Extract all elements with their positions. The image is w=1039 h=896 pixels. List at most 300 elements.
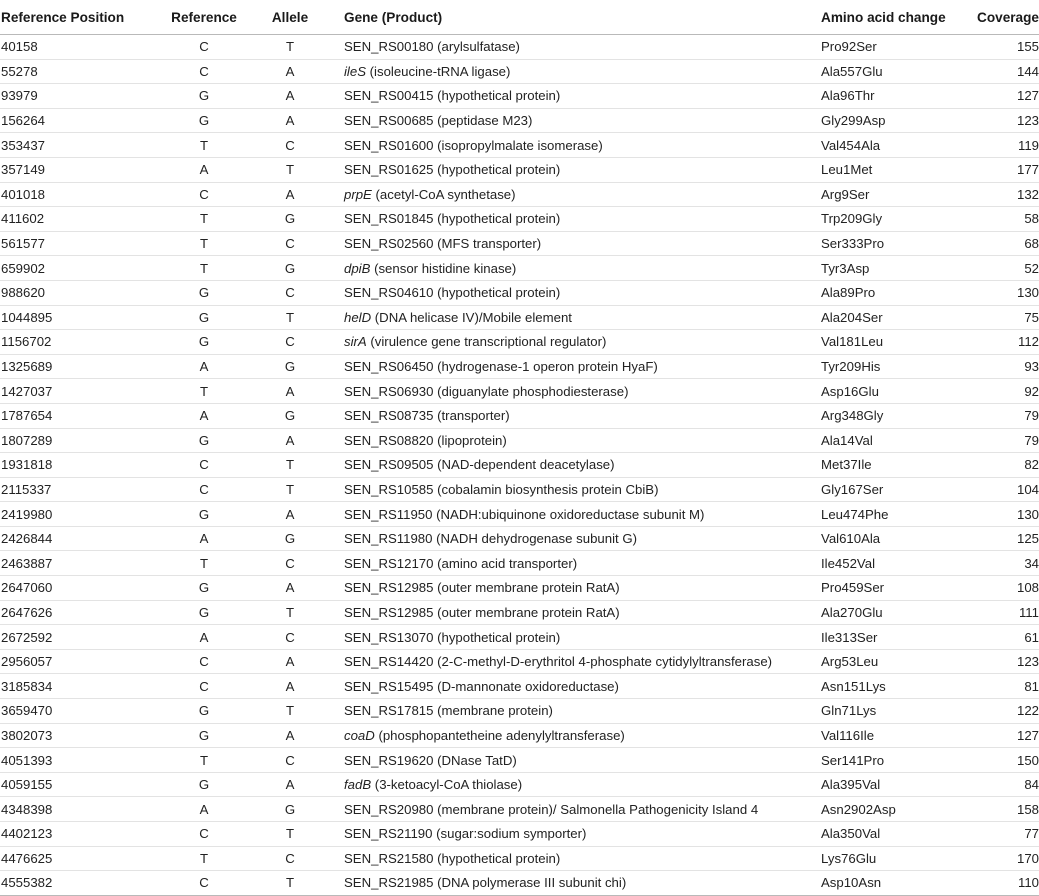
reference-base-cell: C [199,39,209,55]
reference-base-cell: G [198,309,210,325]
allele-cell: T [285,39,295,55]
gene-product: (D-mannonate oxidoreductase) [433,678,619,694]
gene-product-cell [331,35,808,60]
gene-name: SEN_RS12985 [344,604,434,620]
header-row [0,0,1039,35]
gene-product-cell [331,846,808,871]
coverage-cell: 123 [1016,113,1039,129]
reference-position-cell: 2426844 [1,531,53,547]
amino-acid-change-cell: Asp16Glu [821,383,879,399]
gene-product-cell [331,674,808,699]
gene-name: dpiB [344,260,371,276]
table-row [0,551,1039,576]
reference-position-cell: 1931818 [1,457,53,473]
reference-position-cell: 2463887 [1,555,53,571]
gene-product: (MFS transporter) [433,236,542,252]
amino-acid-change-cell: Lys76Glu [821,850,877,866]
gene-product-cell [331,59,808,84]
amino-acid-change-cell: Ala89Pro [821,285,876,301]
gene-product: (cobalamin biosynthesis protein CbiB) [433,481,659,497]
gene-product: (hypothetical protein) [433,162,561,178]
gene-product: (acetyl-CoA synthetase) [371,186,516,202]
reference-base-cell: G [198,580,210,596]
amino-acid-change-cell: Ser333Pro [821,236,885,252]
gene-name: SEN_RS21190 [344,826,433,842]
header-amino-acid-change: Amino acid change [808,0,967,35]
gene-name: SEN_RS12985 [344,580,434,596]
gene-product: (hypothetical protein) [433,88,561,104]
header-allele: Allele [249,0,331,35]
reference-position-cell: 4476625 [1,850,53,866]
reference-base-cell: C [199,875,209,891]
allele-cell: A [285,113,295,129]
coverage-cell: 34 [1024,555,1039,571]
table-row [0,108,1039,133]
amino-acid-change-cell: Leu474Phe [821,506,889,522]
gene-name: SEN_RS15495 [344,678,434,694]
table-row [0,477,1039,502]
coverage-cell: 123 [1016,654,1039,670]
gene-product-cell [331,772,808,797]
amino-acid-change-cell: Tyr3Asp [821,260,870,276]
allele-cell: C [285,334,295,350]
reference-position-cell: 55278 [1,63,38,79]
reference-position-cell: 4051393 [1,752,53,768]
amino-acid-change-cell: Gly167Ser [821,481,884,497]
reference-position-cell: 2956057 [1,654,53,670]
allele-cell: C [285,285,295,301]
gene-product: (3-ketoacyl-CoA thiolase) [371,777,523,793]
allele-cell: A [285,383,295,399]
gene-product: (peptidase M23) [433,113,533,129]
gene-product: (sensor histidine kinase) [370,260,517,276]
reference-position-cell: 2419980 [1,506,53,522]
gene-name: SEN_RS08820 [344,432,434,448]
reference-base-cell: G [198,604,210,620]
gene-name: SEN_RS20980 [344,801,434,817]
header-coverage: Coverage [967,0,1039,35]
gene-name: SEN_RS09505 [344,457,434,473]
gene-product-cell [331,207,808,232]
reference-position-cell: 3802073 [1,727,53,743]
reference-base-cell: C [199,654,209,670]
coverage-cell: 52 [1024,260,1039,276]
gene-product-cell [331,551,808,576]
gene-name: sirA [344,334,367,350]
reference-base-cell: T [199,236,209,252]
table-row [0,133,1039,158]
reference-position-cell: 4059155 [1,777,53,793]
gene-product-cell [331,330,808,355]
reference-base-cell: C [199,826,209,842]
coverage-cell: 127 [1016,727,1039,743]
gene-name: SEN_RS14420 [344,654,434,670]
table-row [0,379,1039,404]
reference-position-cell: 2647626 [1,604,53,620]
allele-cell: T [285,457,295,473]
allele-cell: T [285,604,295,620]
coverage-cell: 112 [1017,334,1039,350]
gene-name: SEN_RS00685 [344,113,434,129]
allele-cell: G [284,260,296,276]
coverage-cell: 130 [1016,506,1039,522]
gene-product-cell [331,797,808,822]
gene-product-cell [331,157,808,182]
gene-name: prpE [344,186,372,202]
amino-acid-change-cell: Val610Ala [821,531,881,547]
header-reference-position: Reference Position [0,0,159,35]
amino-acid-change-cell: Ala96Thr [821,88,875,104]
gene-name: SEN_RS02560 [344,236,434,252]
reference-position-cell: 1044895 [1,309,53,325]
amino-acid-change-cell: Ala557Glu [821,63,883,79]
gene-name: coaD [344,727,375,743]
amino-acid-change-cell: Ala270Glu [821,604,883,620]
allele-cell: A [285,678,295,694]
reference-position-cell: 988620 [1,285,46,301]
table-row [0,846,1039,871]
reference-base-cell: T [199,555,209,571]
amino-acid-change-cell: Ala395Val [821,777,881,793]
allele-cell: A [285,777,295,793]
coverage-cell: 170 [1016,850,1039,866]
amino-acid-change-cell: Val116Ile [821,727,875,743]
amino-acid-change-cell: Asn2902Asp [821,801,896,817]
coverage-cell: 92 [1024,383,1039,399]
coverage-cell: 144 [1016,63,1039,79]
gene-name: SEN_RS00180 [344,39,434,55]
coverage-cell: 77 [1024,826,1039,842]
coverage-cell: 150 [1016,752,1039,768]
table-row [0,772,1039,797]
gene-product: (DNA helicase IV)/Mobile element [371,309,572,325]
table-row [0,502,1039,527]
gene-product-cell [331,699,808,724]
gene-product-cell [331,502,808,527]
gene-name: SEN_RS01625 [344,162,434,178]
table-header [0,0,1039,35]
gene-product: (hypothetical protein) [433,850,561,866]
allele-cell: G [284,531,296,547]
amino-acid-change-cell: Trp209Gly [821,211,883,227]
reference-position-cell: 4402123 [1,826,53,842]
amino-acid-change-cell: Asp10Asn [821,875,882,891]
gene-product-cell [331,526,808,551]
gene-product-cell [331,871,808,896]
reference-base-cell: C [199,186,209,202]
allele-cell: A [285,186,295,202]
reference-base-cell: A [199,801,209,817]
coverage-cell: 119 [1017,137,1039,153]
allele-cell: G [284,359,296,375]
amino-acid-change-cell: Ala204Ser [821,309,883,325]
reference-position-cell: 3185834 [1,678,53,694]
gene-name: SEN_RS01845 [344,211,434,227]
amino-acid-change-cell: Pro459Ser [821,580,885,596]
table-row [0,674,1039,699]
gene-product: (NADH:ubiquinone oxidoreductase subunit M) [432,506,705,522]
table-row [0,354,1039,379]
amino-acid-change-cell: Leu1Met [821,162,873,178]
reference-base-cell: T [199,260,209,276]
gene-product: (isopropylmalate isomerase) [433,137,603,153]
reference-position-cell: 2672592 [1,629,53,645]
coverage-cell: 68 [1024,236,1039,252]
coverage-cell: 75 [1024,309,1039,325]
gene-product: (DNA polymerase III subunit chi) [433,875,627,891]
table-row [0,576,1039,601]
coverage-cell: 104 [1016,481,1039,497]
gene-product: (isoleucine-tRNA ligase) [366,63,511,79]
coverage-cell: 81 [1024,678,1039,694]
coverage-cell: 110 [1017,875,1039,891]
allele-cell: A [285,506,295,522]
reference-position-cell: 3659470 [1,703,53,719]
allele-cell: C [285,850,295,866]
reference-base-cell: G [198,334,210,350]
gene-product-cell [331,649,808,674]
amino-acid-change-cell: Arg348Gly [821,408,884,424]
coverage-cell: 132 [1016,186,1039,202]
reference-position-cell: 411602 [1,211,45,227]
coverage-cell: 158 [1016,801,1039,817]
reference-base-cell: A [199,408,209,424]
coverage-cell: 155 [1016,39,1039,55]
allele-cell: T [285,309,295,325]
allele-cell: C [285,137,295,153]
reference-position-cell: 353437 [1,137,46,153]
amino-acid-change-cell: Ile313Ser [821,629,878,645]
table-row [0,207,1039,232]
table-row [0,748,1039,773]
reference-base-cell: G [198,506,210,522]
gene-product: (amino acid transporter) [433,555,578,571]
table-row [0,35,1039,60]
gene-product: (2-C-methyl-D-erythritol 4-phosphate cytidylyltransferase) [433,654,773,670]
gene-name: SEN_RS00415 [344,88,434,104]
reference-position-cell: 2647060 [1,580,53,596]
table-row [0,822,1039,847]
reference-base-cell: T [199,383,209,399]
reference-position-cell: 561577 [1,236,46,252]
gene-name: SEN_RS06930 [344,383,434,399]
table-row [0,625,1039,650]
table-row [0,157,1039,182]
coverage-cell: 61 [1024,629,1039,645]
reference-position-cell: 4555382 [1,875,53,891]
table-row [0,871,1039,896]
gene-name: SEN_RS08735 [344,408,434,424]
gene-product-cell [331,354,808,379]
gene-product-cell [331,280,808,305]
reference-position-cell: 1427037 [1,383,53,399]
gene-name: SEN_RS13070 [344,629,434,645]
amino-acid-change-cell: Ser141Pro [821,752,885,768]
gene-name: SEN_RS17815 [344,703,434,719]
gene-product: (transporter) [433,408,510,424]
reference-base-cell: A [199,531,209,547]
table-row [0,182,1039,207]
reference-position-cell: 659902 [1,260,46,276]
allele-cell: T [285,481,295,497]
gene-product: (NADH dehydrogenase subunit G) [432,531,637,547]
gene-product: (lipoprotein) [433,432,507,448]
amino-acid-change-cell: Gln71Lys [821,703,877,719]
coverage-cell: 111 [1018,604,1039,620]
gene-product-cell [331,576,808,601]
reference-position-cell: 40158 [1,39,38,55]
gene-product: (outer membrane protein RatA) [433,604,620,620]
table-row [0,231,1039,256]
gene-product: (hydrogenase-1 operon protein HyaF) [433,359,658,375]
gene-name: SEN_RS11980 [344,531,433,547]
gene-product: (hypothetical protein) [433,629,561,645]
reference-base-cell: T [199,752,209,768]
gene-product-cell [331,133,808,158]
gene-product-cell [331,822,808,847]
gene-product-cell [331,748,808,773]
table-row [0,453,1039,478]
gene-product-cell [331,723,808,748]
reference-base-cell: C [199,678,209,694]
gene-product: (hypothetical protein) [433,211,561,227]
coverage-cell: 82 [1024,457,1039,473]
reference-base-cell: G [198,88,210,104]
gene-product-cell [331,403,808,428]
reference-base-cell: G [198,727,210,743]
gene-name: SEN_RS21985 [344,875,434,891]
gene-name: helD [344,309,372,325]
gene-name: SEN_RS10585 [344,481,434,497]
reference-base-cell: T [199,850,209,866]
amino-acid-change-cell: Asn151Lys [821,678,886,694]
gene-product-cell [331,379,808,404]
coverage-cell: 122 [1016,703,1039,719]
gene-product-cell [331,477,808,502]
table-row [0,600,1039,625]
table-row [0,256,1039,281]
reference-base-cell: G [198,703,210,719]
table-row [0,699,1039,724]
allele-cell: A [285,580,295,596]
coverage-cell: 93 [1024,359,1039,375]
allele-cell: G [284,408,296,424]
gene-product: (diguanylate phosphodiesterase) [433,383,629,399]
amino-acid-change-cell: Val454Ala [821,137,881,153]
gene-product-cell [331,256,808,281]
gene-product: (virulence gene transcriptional regulator) [366,334,607,350]
reference-base-cell: G [198,285,210,301]
allele-cell: C [285,236,295,252]
amino-acid-change-cell: Arg9Ser [821,186,870,202]
table-row [0,280,1039,305]
gene-name: SEN_RS01600 [344,137,434,153]
gene-product: (membrane protein)/ Salmonella Pathogenicity Island 4 [433,801,759,817]
gene-product: (NAD-dependent deacetylase) [433,457,615,473]
header-reference: Reference [159,0,249,35]
gene-product: (hypothetical protein) [433,285,561,301]
amino-acid-change-cell: Ala350Val [821,826,881,842]
gene-name: SEN_RS19620 [344,752,434,768]
gene-product-cell [331,182,808,207]
amino-acid-change-cell: Val181Leu [821,334,884,350]
amino-acid-change-cell: Pro92Ser [821,39,877,55]
gene-product: (outer membrane protein RatA) [433,580,620,596]
gene-product: (arylsulfatase) [433,39,520,55]
allele-cell: A [285,63,295,79]
allele-cell: A [285,654,295,670]
gene-name: SEN_RS04610 [344,285,434,301]
amino-acid-change-cell: Ala14Val [821,432,873,448]
allele-cell: G [284,211,296,227]
gene-name: SEN_RS11950 [344,506,433,522]
reference-position-cell: 93979 [1,88,38,104]
reference-position-cell: 1156702 [1,334,52,350]
reference-base-cell: A [199,162,209,178]
allele-cell: A [285,727,295,743]
amino-acid-change-cell: Tyr209His [821,359,881,375]
gene-name: SEN_RS21580 [344,850,434,866]
reference-base-cell: G [198,432,210,448]
gene-product: (membrane protein) [433,703,553,719]
allele-cell: T [285,162,295,178]
table-row [0,649,1039,674]
coverage-cell: 125 [1016,531,1039,547]
table-row [0,330,1039,355]
gene-product-cell [331,625,808,650]
table-row [0,723,1039,748]
gene-product-cell [331,108,808,133]
gene-product: (sugar:sodium symporter) [432,826,587,842]
gene-product: (phosphopantetheine adenylyltransferase) [374,727,625,743]
amino-acid-change-cell: Arg53Leu [821,654,879,670]
gene-product: (DNase TatD) [433,752,517,768]
gene-name: SEN_RS06450 [344,359,434,375]
allele-cell: A [285,88,295,104]
allele-cell: C [285,629,295,645]
reference-position-cell: 2115337 [1,481,52,497]
gene-product-cell [331,84,808,109]
reference-position-cell: 156264 [1,113,46,129]
gene-product-cell [331,453,808,478]
reference-base-cell: A [199,359,209,375]
reference-position-cell: 1325689 [1,359,53,375]
coverage-cell: 177 [1016,162,1039,178]
reference-position-cell: 357149 [1,162,46,178]
reference-base-cell: T [199,137,209,153]
amino-acid-change-cell: Met37Ile [821,457,872,473]
table-row [0,403,1039,428]
reference-position-cell: 4348398 [1,801,53,817]
reference-base-cell: G [198,113,210,129]
allele-cell: G [284,801,296,817]
reference-position-cell: 1807289 [1,432,53,448]
reference-base-cell: C [199,63,209,79]
reference-position-cell: 401018 [1,186,46,202]
allele-cell: A [285,432,295,448]
coverage-cell: 130 [1016,285,1039,301]
header-gene-product: Gene (Product) [331,0,808,35]
table-row [0,797,1039,822]
table-row [0,526,1039,551]
gene-name: fadB [344,777,372,793]
table-row [0,59,1039,84]
reference-base-cell: C [199,457,209,473]
table-body [0,35,1039,896]
gene-product-cell [331,305,808,330]
table-row [0,428,1039,453]
coverage-cell: 84 [1024,777,1039,793]
